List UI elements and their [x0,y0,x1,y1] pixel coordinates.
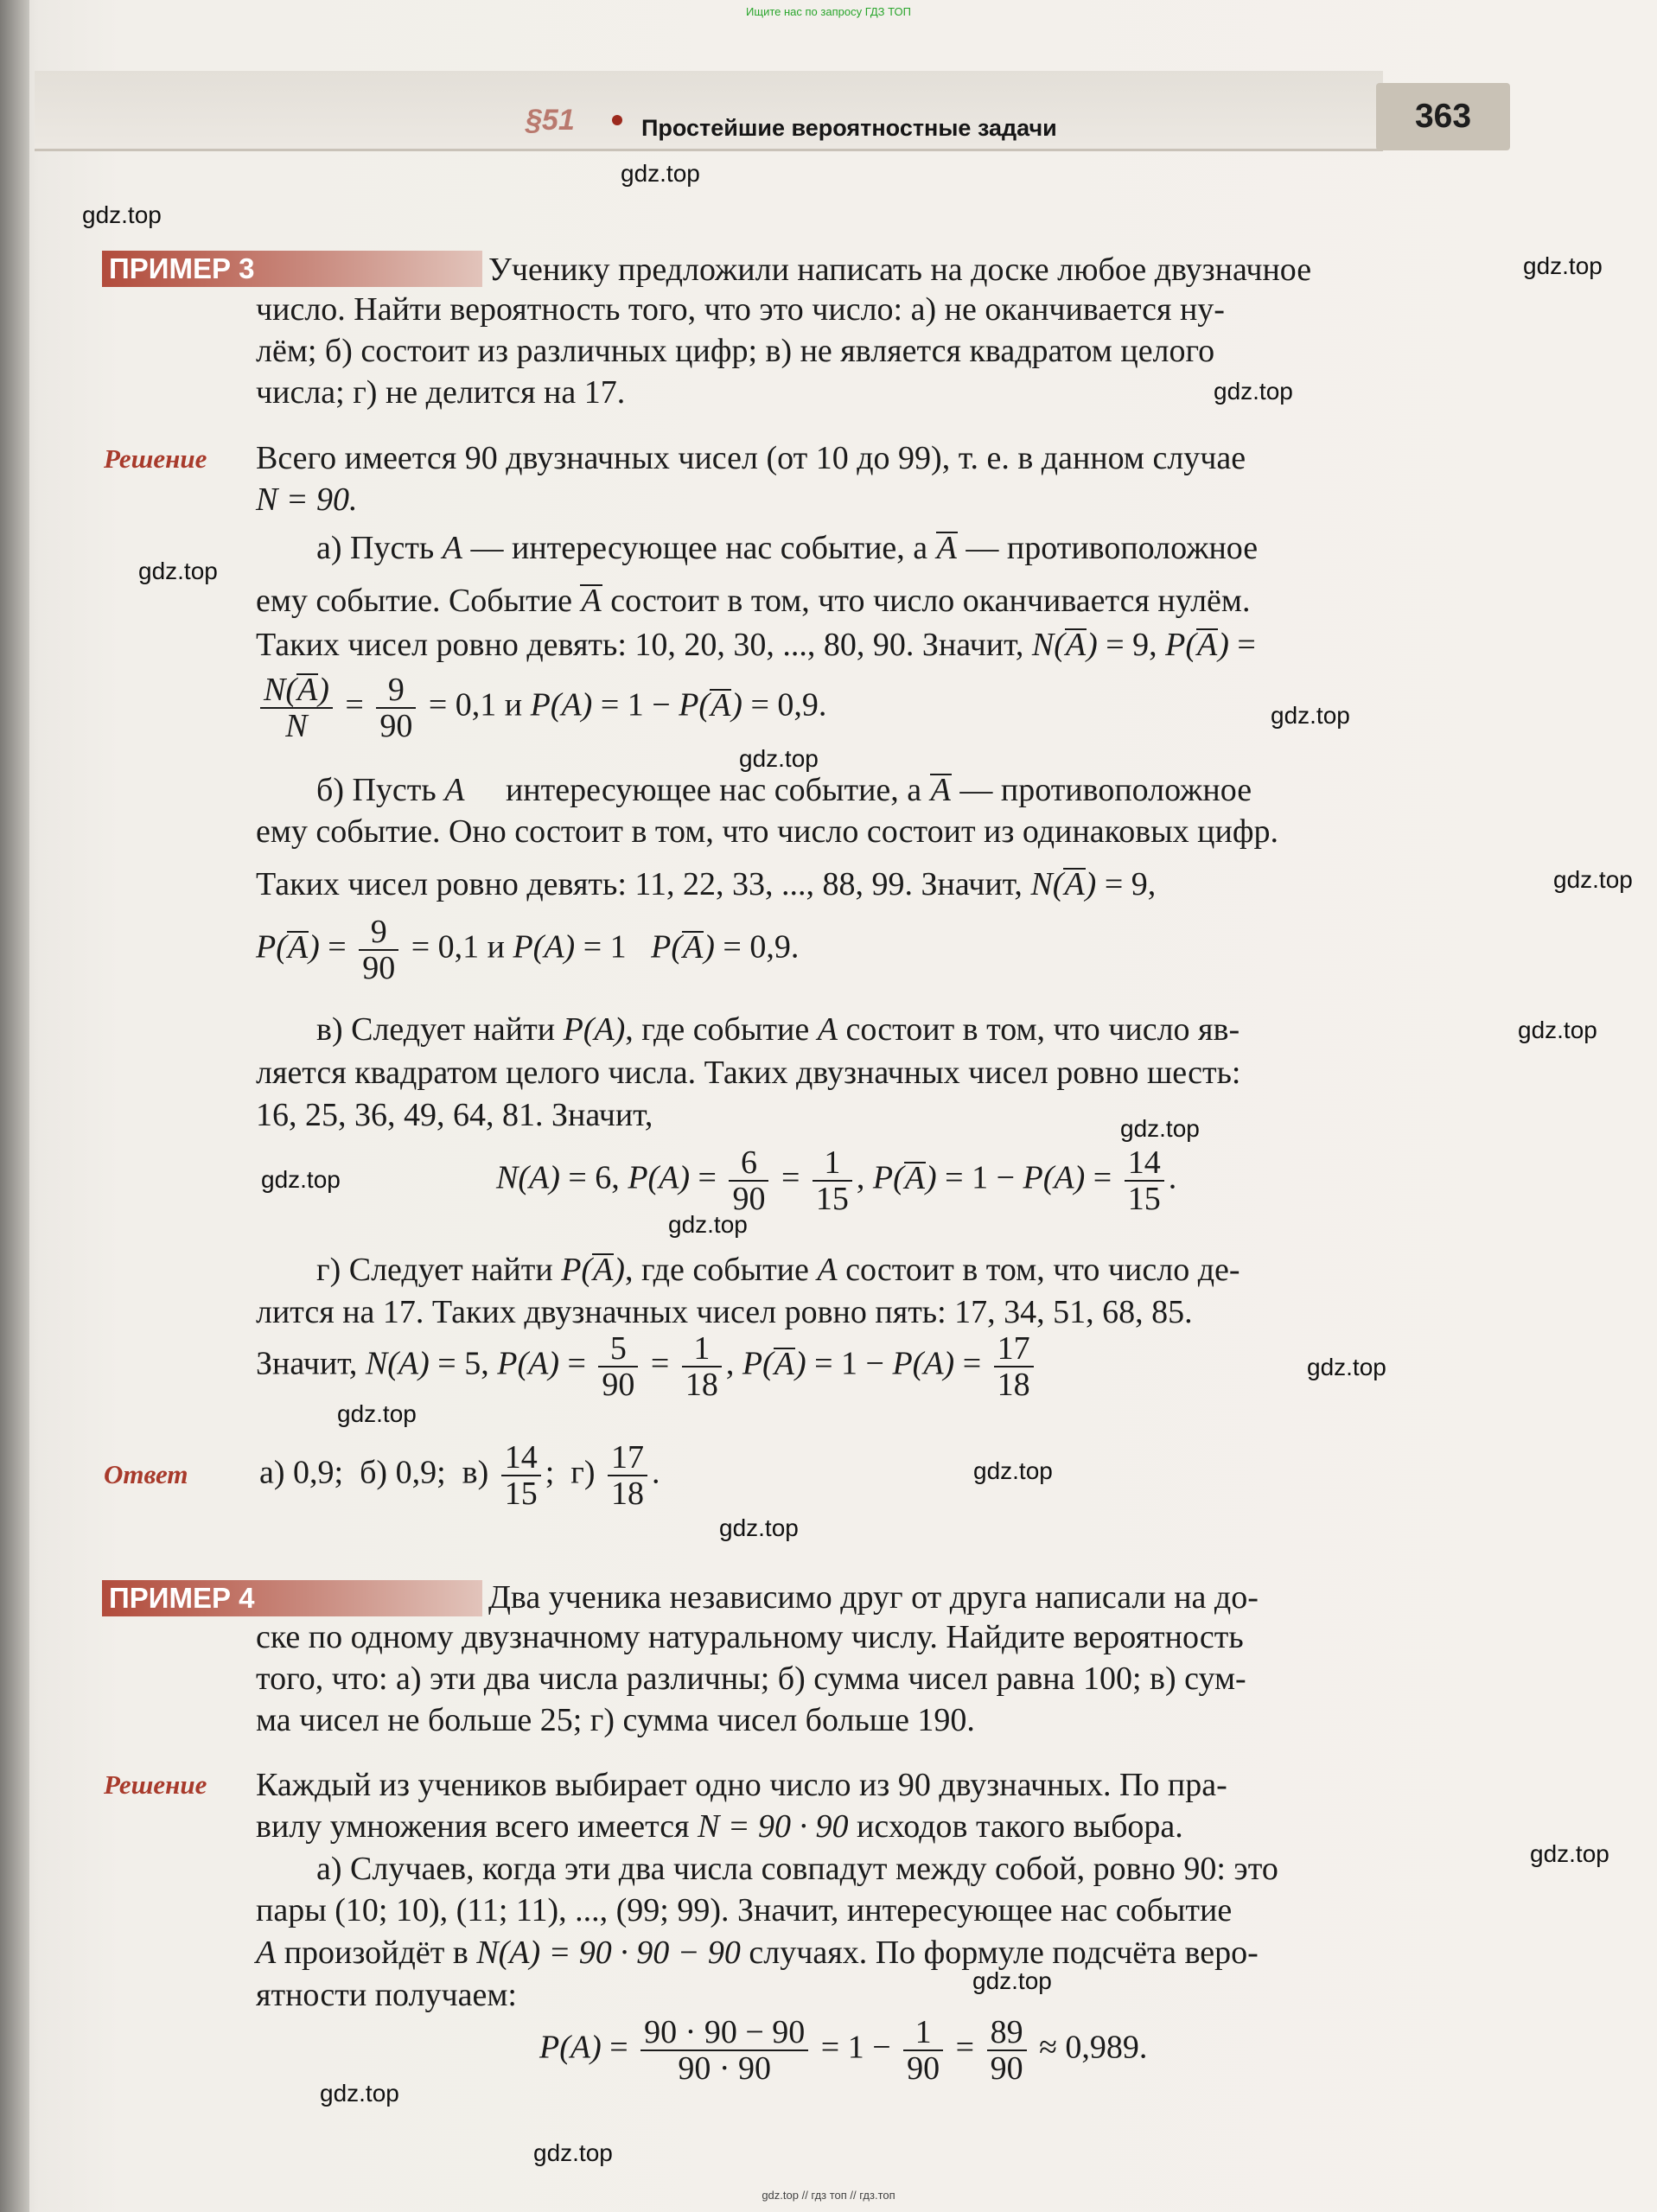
fraction [501,1440,541,1511]
event-a-bar: A [581,583,602,619]
event-a: A [256,1935,277,1971]
text: случаях. По формуле подсчёта веро- [749,1935,1259,1971]
text: = [609,2029,628,2066]
answer-a: а) 0,9; [259,1454,344,1491]
text: — интересующее нас событие, а [470,530,928,566]
event-a-bar: A [1065,627,1087,663]
text: = 0,9. [750,686,827,724]
text: = 1 − [814,1345,884,1382]
part-c-line: 16, 25, 36, 49, 64, 81. Значит, [256,1097,653,1133]
math-p: P( [1165,627,1197,663]
math-pa: P(A) [530,686,593,724]
answer-line: а) 0,9; б) 0,9; в) $\frac{14}{15}$ ; г) $\frac{17}{18}$ . [259,1439,660,1512]
math-close: ) [731,686,742,724]
math-na: N(A) [365,1345,430,1382]
fraction-denominator: 90 [990,2050,1023,2087]
text: — противоположное [959,772,1252,808]
event-a-bar: A [593,1252,614,1288]
part-c-formula: N(A) = 6, P(A) = $\frac{6}{90}$ = $\frac{1}{15}$ , P(A) = 1 − P(A) = $\frac{14}{15}$ . [496,1144,1177,1217]
fraction-denominator: 15 [815,1181,849,1217]
watermark: gdz.top [82,201,162,228]
text: Значит, [256,1345,358,1382]
text: состоит в том, что число яв- [845,1011,1240,1048]
fraction [994,1331,1034,1402]
part-b-line: ему событие. Оно состоит в том, что число состоит из одинаковых цифр. [256,813,1278,850]
text: = 1 − [945,1159,1016,1196]
task-line: ске по одному двузначному натуральному числу. Найдите вероятность [256,1619,1244,1655]
event-a-bar: A [930,772,951,808]
event-a-bar: A [287,928,309,966]
fraction-numerator: 1 [903,2015,943,2051]
math-close: ) [926,1159,937,1196]
math-p: P( [256,928,287,966]
answer-d: г) [570,1454,596,1491]
solution-line: Каждый из учеников выбирает одно число из 90 двузначных. По пра- [256,1767,1227,1803]
watermark: gdz.top [138,558,218,584]
text: = [1093,1159,1112,1196]
part-d-line [316,1251,1240,1289]
fraction [260,673,333,743]
watermark: gdz.top [1553,866,1633,893]
text: = 1 [583,928,627,966]
fraction-denominator: 18 [611,1476,645,1512]
fraction-numerator: 17 [608,1440,647,1476]
fraction-denominator: 18 [997,1367,1030,1403]
event-a-bar: A [1064,866,1085,902]
fraction [640,2015,808,2086]
text: исходов такого выбора. [857,1808,1183,1845]
math-close: ) [1218,627,1229,663]
task-line: число. Найти вероятность того, что это число: а) не оканчивается ну- [256,291,1225,328]
fraction [598,1331,638,1402]
text: — противоположное [966,530,1259,566]
math-close: ) [1087,627,1098,663]
text: Таких чисел ровно девять: 11, 22, 33, ..., 88, 99. Значит, [256,866,1023,902]
text: = [955,2029,975,2066]
event-a: A [442,530,462,566]
fraction [729,1145,768,1216]
watermark: gdz.top [1523,252,1603,279]
event-a: A [817,1011,838,1048]
watermark: gdz.top [261,1166,341,1193]
fraction-denominator: 90 [379,708,413,744]
text: , где событие [625,1011,810,1048]
part-b-line [256,865,1156,903]
top-watermark: Ищите нас по запросу ГДЗ ТОП [746,5,911,18]
watermark: gdz.top [337,1400,417,1427]
section-number: §51 [526,104,575,137]
fraction-numerator: 5 [598,1331,638,1367]
watermark: gdz.top [320,2080,399,2107]
text: б) Пусть [316,772,437,808]
bottom-watermark: gdz.top // гдз топ // гдз.топ [762,2189,895,2202]
task-line: числа; г) не делится на 17. [256,374,626,411]
event-a-bar: A [711,686,731,724]
fraction [813,1145,852,1216]
text: , где событие [624,1252,809,1288]
part-a-formula [256,673,826,743]
text: = [650,1345,670,1382]
fraction-numerator: 1 [813,1145,852,1182]
event-a-bar: A [936,530,957,566]
part-b-line [316,771,1252,809]
fraction-denominator: 90 [732,1181,766,1217]
text: = 0,1 и [411,928,505,966]
fraction [608,1440,647,1511]
text: = [698,1159,717,1196]
text: = 9, [1106,627,1157,663]
fraction [359,915,398,985]
task-line: Ученику предложили написать на доске любое двузначное [488,252,1312,288]
math-close: ) [309,928,320,966]
text: = 0,9. [723,928,800,966]
event-a-bar: A [1197,627,1218,663]
part-c-line [316,1010,1240,1049]
fraction [376,673,416,743]
fraction [903,2015,943,2086]
watermark: gdz.top [1271,702,1350,729]
math-pa: P(A) [1023,1159,1086,1196]
fraction-denominator: 18 [685,1367,718,1403]
watermark: gdz.top [972,1967,1052,1994]
part-c-line: ляется квадратом целого числа. Таких двузначных чисел ровно шесть: [256,1055,1241,1091]
text: = [328,928,347,966]
task-line: Два ученика независимо друг от друга написали на до- [488,1579,1259,1616]
text: интересующее нас событие, а [505,772,922,808]
text: ему событие. Событие [256,583,572,619]
event-a-bar: A [774,1345,794,1382]
text: а) Пусть [316,530,435,566]
answer-c: в) [462,1454,489,1491]
fraction [987,2015,1027,2086]
final-formula [539,2015,1147,2086]
part-a-line [256,626,1256,664]
solution-label: Решение [104,1769,207,1800]
math-n: N( [1030,866,1064,902]
fraction [1125,1145,1164,1216]
math-p: P( [651,928,683,966]
part-a-line [256,1934,1259,1972]
text: в) Следует найти [316,1011,556,1048]
fraction-numerator: 17 [994,1331,1034,1367]
example-3-label: ПРИМЕР 3 [102,251,482,287]
math-na: N(A) [496,1159,560,1196]
solution-line: Всего имеется 90 двузначных чисел (от 10 до 99), т. е. в данном случае [256,440,1246,476]
fraction-numerator: 9 [376,673,416,709]
solution-line [256,481,358,519]
math-n: N( [1031,627,1065,663]
answer-b: б) 0,9; [360,1454,446,1491]
math-expression: N = 90. [256,481,358,518]
bullet-icon [612,115,622,125]
math-pa: P(A) [892,1345,955,1382]
task-line: того, что: а) эти два числа различны; б) сумма чисел равна 100; в) сум- [256,1661,1246,1697]
math-close: ) [794,1345,806,1382]
math-p: P( [742,1345,774,1382]
solution-line [256,1807,1183,1845]
text: произойдёт в [284,1935,468,1971]
answer-label: Ответ [104,1459,188,1489]
math-pa: P(A) [563,1011,626,1048]
math-p: P( [561,1252,593,1288]
math-pa: P(A) [628,1159,691,1196]
book-spine-shadow [0,0,29,2212]
text: = 6, [568,1159,620,1196]
math-close: ) [614,1252,625,1288]
fraction-denominator: N [285,708,308,744]
watermark: gdz.top [621,160,700,187]
watermark: gdz.top [1120,1115,1200,1142]
math-p: P( [872,1159,904,1196]
part-a-line: а) Случаев, когда эти два числа совпадут между собой, ровно 90: это [316,1851,1278,1887]
event-a-bar: A [683,928,704,966]
fraction-numerator: 90 · 90 − 90 [640,2015,808,2051]
watermark: gdz.top [973,1457,1053,1484]
text: Таких чисел ровно девять: 10, 20, 30, ..., 80, 90. Значит, [256,627,1024,663]
text: = 1 − [820,2029,891,2066]
math-pa: P(A) [513,928,576,966]
text: = [567,1345,586,1382]
text: = [962,1345,982,1382]
fraction [682,1331,722,1402]
event-a-bar: A [904,1159,926,1196]
text: , [856,1159,865,1196]
text: вилу умножения всего имеется [256,1808,690,1845]
page-number: 363 [1376,83,1510,150]
text: состоит в том, что число оканчивается нулём. [610,583,1251,619]
text: состоит в том, что число де- [845,1252,1240,1288]
text: = [345,686,364,724]
math-close: ) [704,928,715,966]
math-pa: P(A) [539,2029,602,2066]
fraction-numerator: 89 [987,2015,1027,2051]
task-line: лём; б) состоит из различных цифр; в) не является квадратом целого [256,333,1215,369]
watermark: gdz.top [533,2139,613,2166]
fraction-denominator: 90 · 90 [678,2050,772,2087]
fraction-denominator: 15 [1127,1181,1161,1217]
text: = [1237,627,1256,663]
fraction-denominator: 90 [362,950,396,986]
text: = 1 − [600,686,671,724]
text: , [725,1345,735,1382]
text: = 5, [437,1345,489,1382]
solution-label: Решение [104,443,207,474]
fraction-numerator: 14 [1125,1145,1164,1182]
example-4-label: ПРИМЕР 4 [102,1580,482,1616]
part-a-line [256,582,1250,620]
section-title: Простейшие вероятностные задачи [641,115,1057,141]
event-a: A [444,772,465,808]
text: = [781,1159,800,1196]
fraction-numerator: 1 [682,1331,722,1367]
math-close: ) [1085,866,1097,902]
part-a-line [316,529,1258,567]
watermark: gdz.top [668,1211,748,1238]
part-d-line: лится на 17. Таких двузначных чисел ровно пять: 17, 34, 51, 68, 85. [256,1294,1193,1330]
watermark: gdz.top [1530,1840,1609,1867]
fraction-numerator: 9 [359,915,398,951]
watermark: gdz.top [1214,378,1293,405]
task-line: ма чисел не больше 25; г) сумма чисел больше 190. [256,1702,975,1738]
watermark: gdz.top [739,745,819,772]
fraction-denominator: 90 [907,2050,940,2087]
part-a-line: пары (10; 10), (11; 11), ..., (99; 99). Значит, интересующее нас событие [256,1892,1233,1928]
part-b-formula [256,915,799,985]
fraction-numerator: N(A) [260,673,333,709]
part-d-formula [256,1331,1038,1402]
math-pa: P(A) [497,1345,559,1382]
fraction-numerator: 6 [729,1145,768,1182]
part-a-line: ятности получаем: [256,1977,517,2013]
watermark: gdz.top [1307,1354,1386,1380]
math-p: P( [679,686,711,724]
event-a: A [817,1252,838,1288]
text: ≈ 0,989. [1039,2029,1148,2066]
text: = 9, [1104,866,1157,902]
text: г) Следует найти [316,1252,553,1288]
text: = 0,1 и [428,686,523,724]
fraction-numerator: 14 [501,1440,541,1476]
fraction-denominator: 15 [504,1476,538,1512]
watermark: gdz.top [719,1514,799,1541]
math-expression: N = 90 · 90 [698,1808,849,1845]
math-expression: N(A) = 90 · 90 − 90 [476,1935,741,1971]
watermark: gdz.top [1518,1017,1597,1043]
fraction-denominator: 90 [602,1367,635,1403]
